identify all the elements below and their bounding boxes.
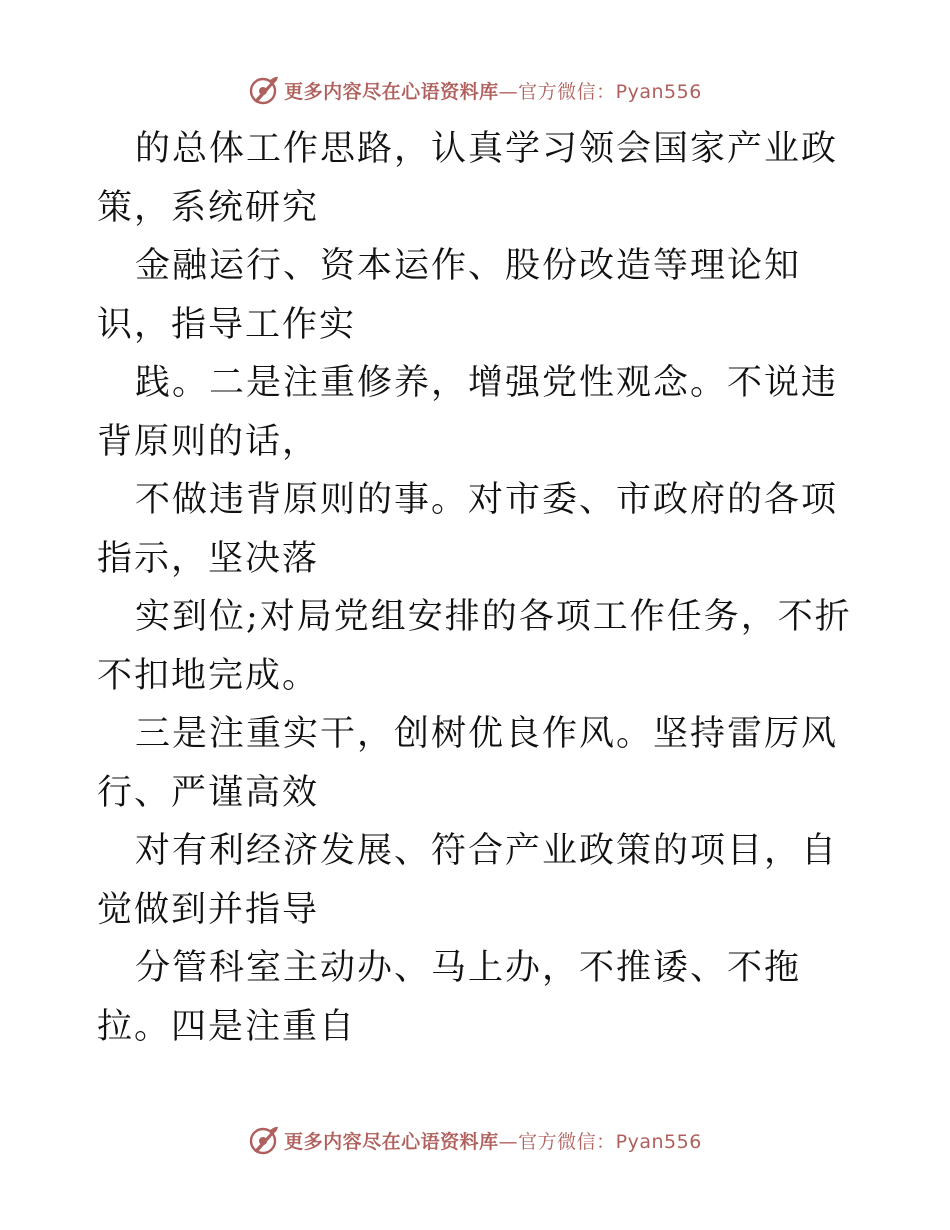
paragraph-line: 严谨高效 <box>171 772 320 813</box>
paragraph <box>97 939 857 1056</box>
paragraph <box>97 705 857 822</box>
paragraph-line: 则的话， <box>171 421 320 462</box>
watermark-lead: 更多内容尽在心语资料库 <box>284 1130 499 1153</box>
paragraph <box>97 588 857 705</box>
quill-logo-icon <box>248 1124 280 1156</box>
watermark-lead: 更多内容尽在心语资料库 <box>284 80 499 103</box>
paragraph-line: 对有利经济发展、符合产业政策的项目，自觉做 <box>97 831 839 930</box>
paragraph-line: 三是注重实干，创树优良作风。坚持雷厉风行、 <box>97 714 839 813</box>
paragraph-line: 系统研究 <box>171 187 320 228</box>
paragraph-line: 示，坚决落 <box>134 538 320 579</box>
paragraph-line: 导工作实 <box>208 304 357 345</box>
paragraph <box>97 822 857 939</box>
paragraph-line: 不做违背原则的事。对市委、市政府的各项指 <box>97 480 839 579</box>
paragraph-line: 践。二是注重修养，增强党性观念。不说违背原 <box>97 363 839 462</box>
paragraph-line: 到并指导 <box>171 889 320 930</box>
watermark-contact: —官方微信：Pyan556 <box>498 80 702 103</box>
paragraph-line: 的总体工作思路，认真学习领会国家产业政策， <box>97 129 839 228</box>
paragraph <box>97 237 857 354</box>
document-body <box>97 120 857 1056</box>
quill-logo-icon <box>248 74 280 106</box>
paragraph-line: 实到位;对局党组安排的各项工作任务，不折不 <box>97 597 852 696</box>
paragraph-line: 扣地完成。 <box>134 655 320 696</box>
watermark-text <box>284 1127 702 1154</box>
watermark-text <box>284 77 702 104</box>
paragraph-line: 是注重自 <box>208 1006 357 1047</box>
paragraph-line: 分管科室主动办、马上办，不推诿、不拖拉。四 <box>97 948 802 1047</box>
footer-watermark <box>0 1120 950 1160</box>
watermark-contact: —官方微信：Pyan556 <box>498 1130 702 1153</box>
paragraph <box>97 120 857 237</box>
paragraph <box>97 354 857 471</box>
paragraph-line: 金融运行、资本运作、股份改造等理论知识，指 <box>97 246 802 345</box>
paragraph <box>97 471 857 588</box>
header-watermark <box>0 70 950 110</box>
